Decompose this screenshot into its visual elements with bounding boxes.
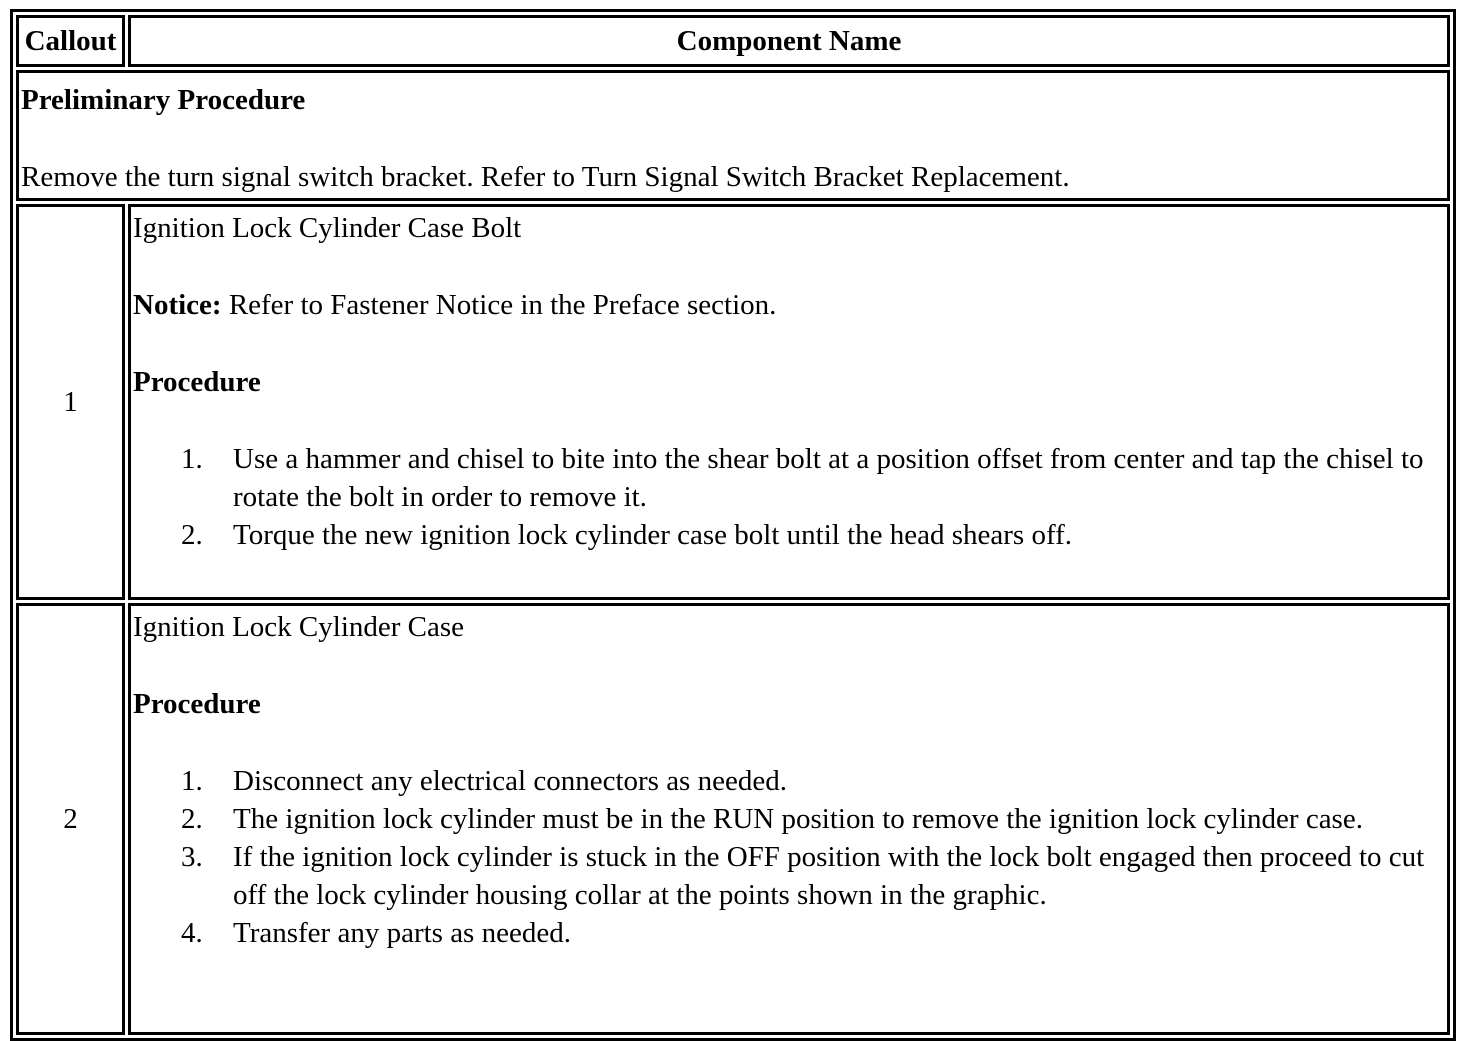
preliminary-text: Remove the turn signal switch bracket. Refer to Turn Signal Switch Bracket Replacement. bbox=[21, 161, 1070, 193]
component-cell bbox=[128, 204, 1450, 600]
step-number: 2. bbox=[181, 519, 203, 551]
step-text: The ignition lock cylinder must be in the RUN position to remove the ignition lock cylinder case. bbox=[233, 803, 1363, 835]
step-number: 2. bbox=[181, 803, 203, 835]
list-item bbox=[133, 440, 1445, 516]
component-cell bbox=[128, 603, 1450, 1035]
step-number: 1. bbox=[181, 443, 203, 475]
step-text: Disconnect any electrical connectors as needed. bbox=[233, 765, 787, 797]
procedure-label: Procedure bbox=[133, 688, 261, 720]
component-name-header: Component Name bbox=[128, 15, 1450, 67]
step-number: 4. bbox=[181, 917, 203, 949]
procedure-steps bbox=[133, 762, 1445, 952]
list-item bbox=[133, 914, 1445, 952]
callout-number: 2 bbox=[16, 603, 125, 1035]
step-number: 3. bbox=[181, 841, 203, 873]
header-row bbox=[16, 15, 1450, 67]
callout-number: 1 bbox=[16, 204, 125, 600]
preliminary-cell bbox=[16, 70, 1450, 201]
step-text: Torque the new ignition lock cylinder case bolt until the head shears off. bbox=[233, 519, 1073, 551]
procedure-label: Procedure bbox=[133, 366, 261, 398]
list-item bbox=[133, 800, 1445, 838]
preliminary-row bbox=[16, 70, 1450, 201]
list-item bbox=[133, 762, 1445, 800]
list-item bbox=[133, 838, 1445, 914]
notice-label: Notice: bbox=[133, 289, 222, 321]
notice-text: Refer to Fastener Notice in the Preface section. bbox=[221, 289, 777, 321]
procedure-steps bbox=[133, 440, 1445, 554]
callout-header: Callout bbox=[16, 15, 125, 67]
step-text: Transfer any parts as needed. bbox=[233, 917, 571, 949]
component-name: Ignition Lock Cylinder Case bbox=[133, 611, 465, 643]
step-number: 1. bbox=[181, 765, 203, 797]
table-row bbox=[16, 204, 1450, 600]
step-text: Use a hammer and chisel to bite into the shear bolt at a position offset from center and tap the chisel to rotate the bolt in order to remove it. bbox=[233, 443, 1424, 513]
preliminary-title: Preliminary Procedure bbox=[21, 84, 306, 116]
component-name: Ignition Lock Cylinder Case Bolt bbox=[133, 212, 522, 244]
list-item bbox=[133, 516, 1445, 554]
step-text: If the ignition lock cylinder is stuck in the OFF position with the lock bolt engaged then proceed to cut off the lock cylinder housing collar at the points shown in the graphic. bbox=[233, 841, 1425, 911]
callout-table bbox=[10, 9, 1456, 1041]
notice bbox=[133, 286, 1445, 324]
table-row bbox=[16, 603, 1450, 1035]
